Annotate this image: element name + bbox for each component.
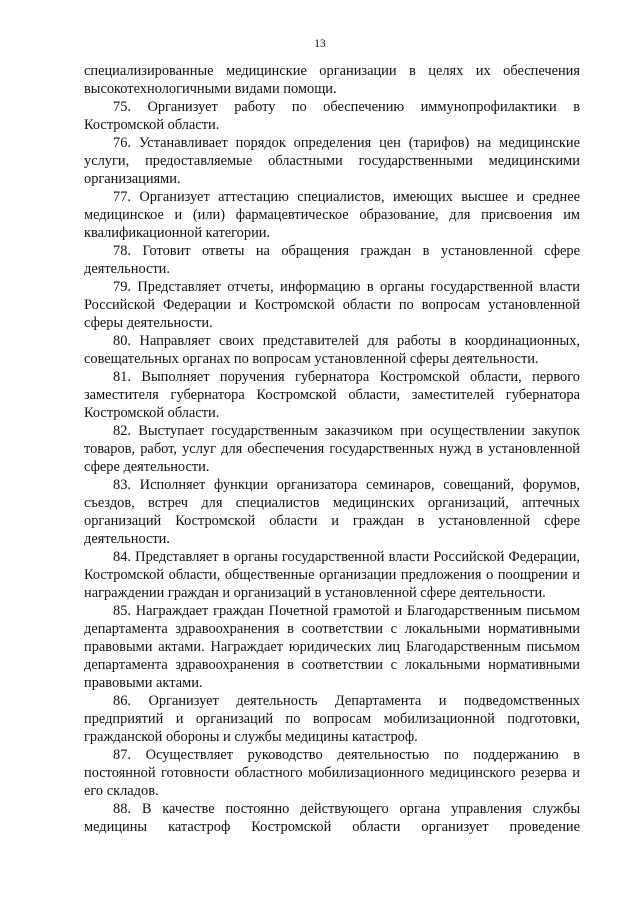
paragraph-81 <box>84 368 580 422</box>
paragraph-84 <box>84 548 580 602</box>
paragraph-82 <box>84 422 580 476</box>
paragraph-text: В качестве постоянно действующего органа управления службы медицины катастроф Костромской области организует проведение <box>84 801 580 835</box>
paragraph-85 <box>84 602 580 692</box>
paragraph-continuation <box>84 62 580 98</box>
paragraph-number: 88. <box>113 801 131 817</box>
page-number: 13 <box>314 38 326 50</box>
document-body <box>84 62 580 836</box>
paragraph-number: 75. <box>113 99 131 115</box>
paragraph-text: Представляет в органы государственной власти Российской Федерации, Костромской области, общественные организации предложения о поощрении и награждении граждан и организаций в установленной сфере деятельности. <box>84 549 580 601</box>
paragraph-77 <box>84 188 580 242</box>
paragraph-text: Награждает граждан Почетной грамотой и Благодарственным письмом департамента здравоохранения в соответствии с локальными нормативными правовыми актами. Награждает юридических лиц Благодарственным письмом департамента здравоохранения в соответствии с локальными нормативными правовыми актами. <box>84 603 580 691</box>
paragraph-number: 85. <box>113 603 131 619</box>
paragraph-text: Направляет своих представителей для работы в координационных, совещательных органах по вопросам установленной сферы деятельности. <box>84 333 580 367</box>
paragraph-number: 79. <box>113 279 131 295</box>
paragraph-number: 86. <box>113 693 131 709</box>
paragraph-text: специализированные медицинские организации в целях их обеспечения высокотехнологичными видами помощи. <box>84 63 580 97</box>
paragraph-79 <box>84 278 580 332</box>
paragraph-number: 83. <box>113 477 131 493</box>
paragraph-number: 78. <box>113 243 131 259</box>
paragraph-76 <box>84 134 580 188</box>
paragraph-75 <box>84 98 580 134</box>
paragraph-text: Выступает государственным заказчиком при осуществлении закупок товаров, работ, услуг для обеспечения государственных нужд в установленной сфере деятельности. <box>84 423 580 475</box>
paragraph-number: 80. <box>113 333 131 349</box>
paragraph-number: 82. <box>113 423 131 439</box>
paragraph-80 <box>84 332 580 368</box>
paragraph-83 <box>84 476 580 548</box>
paragraph-text: Выполняет поручения губернатора Костромской области, первого заместителя губернатора Костромской области, заместителей губернатора Костромской области. <box>84 369 580 421</box>
paragraph-78 <box>84 242 580 278</box>
paragraph-88 <box>84 800 580 836</box>
paragraph-text: Представляет отчеты, информацию в органы государственной власти Российской Федерации и Костромской области по вопросам установленной сферы деятельности. <box>84 279 580 331</box>
paragraph-text: Осуществляет руководство деятельностью по поддержанию в постоянной готовности областного мобилизационного медицинского резерва и его складов. <box>84 747 580 799</box>
paragraph-text: Организует работу по обеспечению иммунопрофилактики в Костромской области. <box>84 99 580 133</box>
paragraph-number: 76. <box>113 135 131 151</box>
paragraph-number: 87. <box>113 747 131 763</box>
paragraph-text: Организует аттестацию специалистов, имеющих высшее и среднее медицинское и (или) фармацевтическое образование, для присвоения им квалификационной категории. <box>84 189 580 241</box>
paragraph-text: Организует деятельность Департамента и подведомственных предприятий и организаций по вопросам мобилизационной подготовки, гражданской обороны и службы медицины катастроф. <box>84 693 580 745</box>
paragraph-text: Исполняет функции организатора семинаров, совещаний, форумов, съездов, встреч для специалистов медицинских организаций, аптечных организаций Костромской области и граждан в установленной сфере деятельности. <box>84 477 580 547</box>
paragraph-number: 81. <box>113 369 131 385</box>
paragraph-text: Устанавливает порядок определения цен (тарифов) на медицинские услуги, предоставляемые областными государственными медицинскими организациями. <box>84 135 580 187</box>
paragraph-number: 77. <box>113 189 131 205</box>
paragraph-86 <box>84 692 580 746</box>
paragraph-87 <box>84 746 580 800</box>
paragraph-text: Готовит ответы на обращения граждан в установленной сфере деятельности. <box>84 243 580 277</box>
paragraph-number: 84. <box>113 549 131 565</box>
